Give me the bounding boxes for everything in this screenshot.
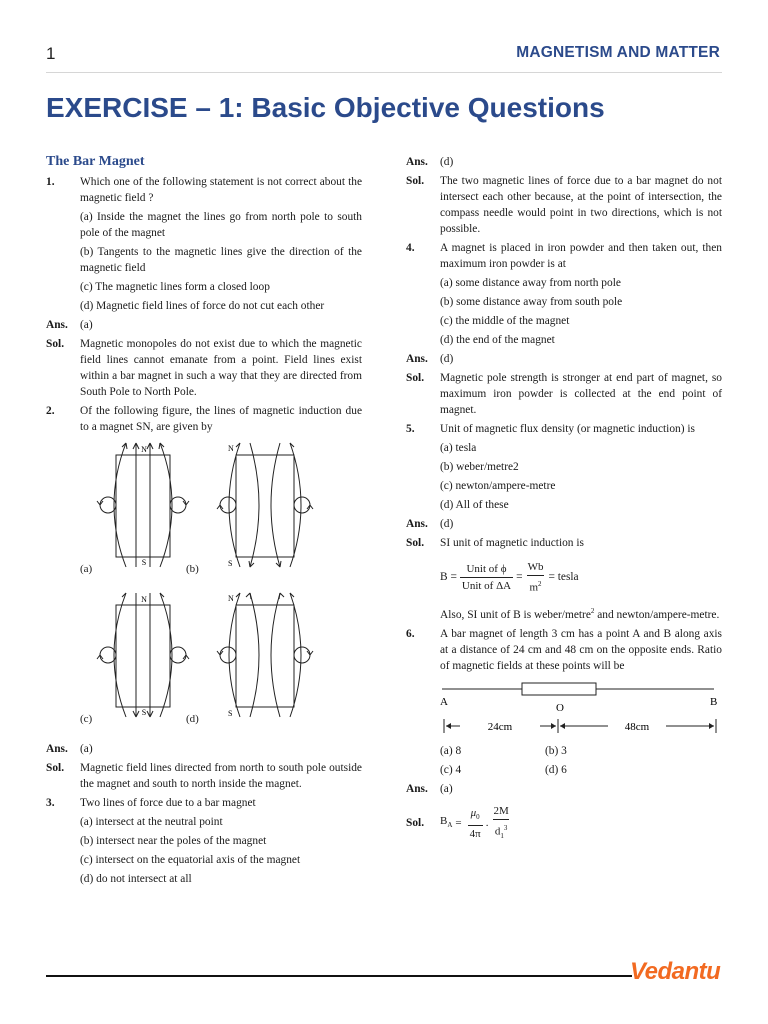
denominator: Unit of ΔA (460, 577, 513, 594)
answer-label: Ans. (46, 319, 68, 331)
point-o: O (556, 701, 564, 714)
option: (b) intersect near the poles of the magnet (80, 835, 267, 847)
numerator: Unit of ϕ (466, 562, 507, 575)
solution-label: Sol. (46, 762, 65, 774)
option: (b) Tangents to the magnetic lines give the direction of the magnetic field (80, 246, 362, 274)
chapter-title: MAGNETISM AND MATTER (516, 44, 720, 61)
figure-label: (c) (80, 713, 93, 725)
answer-value: (a) (80, 743, 93, 755)
tesla-formula (440, 557, 722, 597)
answer (406, 351, 722, 367)
pole-n: N (228, 594, 234, 603)
lhs-symbol: B (440, 815, 448, 828)
fraction (526, 559, 546, 596)
question-1 (46, 174, 362, 206)
subscript: 1 (500, 831, 504, 840)
field-line-figures (80, 439, 362, 739)
fraction (460, 561, 513, 594)
question-text: Which one of the following statement is not correct about the magnetic field ? (80, 176, 362, 204)
option: (c) 4 (440, 763, 462, 776)
question-text: Unit of magnetic flux density (or magnetic induction) is (440, 423, 695, 435)
pole-s: S (228, 559, 233, 568)
answer-label: Ans. (406, 782, 428, 795)
figure-d (210, 589, 320, 719)
option: (b) 3 (545, 744, 567, 757)
numerator: Wb (527, 560, 544, 573)
fraction (468, 805, 483, 842)
denominator-base: d (494, 825, 501, 838)
option: (c) intersect on the equatorial axis of the magnet (80, 854, 301, 866)
answer (46, 741, 362, 757)
solution-text: Magnetic monopoles do not exist due to which the magnetic field lines cannot emanate from a point. Field lines exist within a bar magnet in such a way that they are directed from South Pole to North Pole. (80, 338, 362, 398)
figure-label: (b) (186, 563, 199, 575)
exponent: 3 (503, 823, 508, 832)
options-grid (440, 743, 722, 778)
solution-text: Magnetic pole strength is stronger at end part of magnet, so maximum iron powder is collected at the end point of magnet. (440, 372, 722, 416)
option: (a) 8 (440, 744, 462, 757)
also-text-end: and newton/ampere-metre. (594, 608, 720, 621)
axis-figure (440, 677, 740, 743)
pole-n: N (141, 595, 147, 604)
answer (406, 781, 722, 797)
option: (a) tesla (440, 442, 477, 454)
left-column (46, 154, 362, 890)
option: (a) intersect at the neutral point (80, 816, 223, 828)
figure-c (88, 589, 198, 719)
answer (46, 317, 362, 333)
formula-rhs: = tesla (548, 571, 579, 583)
solution (406, 535, 722, 551)
vedantu-logo: Vedantu (630, 958, 721, 985)
solution-text: SI unit of magnetic induction is (440, 537, 584, 549)
denominator (527, 575, 543, 596)
answer-value: (a) (440, 782, 453, 795)
answer (406, 516, 722, 532)
pole-n: N (228, 444, 234, 453)
option: (b) weber/metre2 (440, 461, 519, 473)
solution-continued (440, 603, 722, 623)
pole-s: S (228, 709, 233, 718)
solution-label: Sol. (406, 817, 425, 830)
formula-lhs: B = (440, 571, 457, 583)
header-rule (46, 72, 722, 73)
option: (d) All of these (440, 499, 509, 511)
solution (406, 173, 722, 237)
subscript: 0 (476, 812, 480, 821)
denominator: 4π (468, 825, 483, 842)
solution-text: The two magnetic lines of force due to a bar magnet do not intersect each other because, at the point of intersection, the compass needle would point in two directions, which is not possible. (440, 175, 722, 235)
question-4 (406, 240, 722, 272)
also-text: Also, SI unit of B is weber/metre (440, 608, 591, 621)
figure-label: (d) (186, 713, 199, 725)
answer (406, 154, 722, 170)
exercise-title: EXERCISE – 1: Basic Objective Questions (46, 92, 605, 123)
formula-lhs (440, 813, 452, 833)
question-number: 5. (406, 423, 415, 435)
solution (406, 370, 722, 418)
answer-value: (d) (440, 518, 454, 530)
option: (a) some distance away from north pole (440, 277, 621, 289)
figure-a (88, 439, 198, 569)
question-text: A bar magnet of length 3 cm has a point A and B along axis at a distance of 24 cm and 48 cm on the opposite ends. Ratio of magnetic fields at these points will be (440, 627, 722, 672)
solution-label: Sol. (406, 372, 425, 384)
denominator-base: m (529, 581, 539, 594)
question-3 (46, 795, 362, 811)
question-number: 4. (406, 242, 415, 254)
pole-s: S (141, 708, 147, 717)
solution (406, 803, 722, 844)
field-formula (440, 803, 514, 844)
question-text: Of the following figure, the lines of magnetic induction due to a magnet SN, are given by (80, 405, 362, 433)
equals: = (455, 817, 462, 830)
pole-s: S (141, 558, 147, 567)
subscript: A (447, 821, 453, 830)
exponent: 2 (538, 579, 542, 588)
footer-rule (46, 975, 632, 977)
right-column (406, 154, 722, 847)
numerator: 2M (493, 804, 509, 817)
page-number: 1 (46, 44, 56, 63)
solution-label: Sol. (46, 338, 65, 350)
distance-24: 24cm (487, 720, 513, 733)
solution-label: Sol. (406, 537, 425, 549)
question-number: 3. (46, 797, 55, 809)
figure-label: (a) (80, 563, 93, 575)
question-number: 1. (46, 176, 55, 188)
answer-label: Ans. (406, 353, 428, 365)
question-text: A magnet is placed in iron powder and then taken out, then maximum iron powder is at (440, 242, 722, 270)
numerator (469, 805, 482, 825)
option: (b) some distance away from south pole (440, 296, 623, 308)
option: (d) do not intersect at all (80, 873, 192, 885)
solution (46, 760, 362, 792)
option: (d) the end of the magnet (440, 334, 555, 346)
answer-value: (a) (80, 319, 93, 331)
question-6 (406, 626, 722, 674)
dot: . (485, 817, 489, 830)
answer-label: Ans. (406, 518, 428, 530)
point-b: B (710, 695, 718, 708)
option: (c) the middle of the magnet (440, 315, 570, 327)
solution-label: Sol. (406, 175, 425, 187)
question-text: Two lines of force due to a bar magnet (80, 797, 256, 809)
figure-b (210, 439, 320, 569)
question-2 (46, 403, 362, 435)
question-5 (406, 421, 722, 437)
equals: = (516, 571, 523, 583)
option: (c) newton/ampere-metre (440, 480, 556, 492)
option: (d) Magnetic field lines of force do not cut each other (80, 300, 325, 312)
answer-value: (d) (440, 156, 454, 168)
question-number: 6. (406, 627, 415, 640)
solution (46, 336, 362, 400)
solution-text: Magnetic field lines directed from north to south pole outside the magnet and south to north inside the magnet. (80, 762, 362, 790)
exponent: 2 (590, 607, 595, 615)
point-a: A (440, 695, 448, 708)
mu-symbol: μ (470, 806, 477, 819)
option: (a) Inside the magnet the lines go from north pole to south pole of the magnet (80, 211, 362, 239)
option: (d) 6 (545, 763, 567, 776)
denominator (493, 819, 510, 844)
fraction (491, 803, 510, 844)
answer-label: Ans. (406, 156, 428, 168)
section-heading: The Bar Magnet (46, 154, 145, 169)
answer-label: Ans. (46, 743, 68, 755)
question-number: 2. (46, 405, 55, 417)
distance-48: 48cm (624, 720, 650, 733)
pole-n: N (141, 445, 147, 454)
option: (c) The magnetic lines form a closed loop (80, 281, 270, 293)
answer-value: (d) (440, 353, 454, 365)
